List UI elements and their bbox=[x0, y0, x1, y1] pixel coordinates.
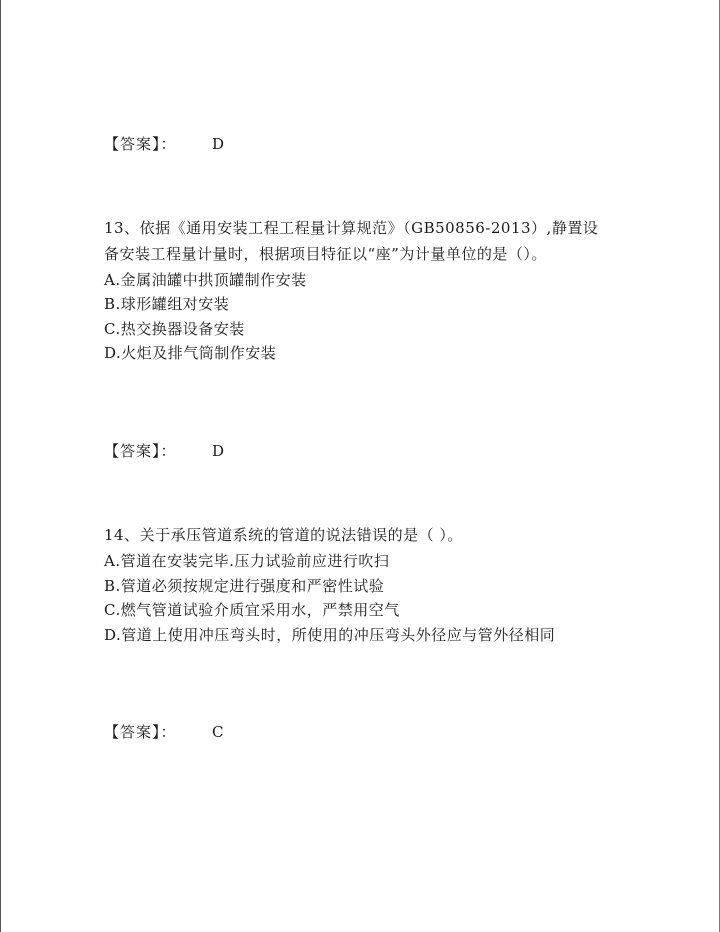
answer-label: 【答案】： bbox=[104, 442, 177, 460]
answer-label: 【答案】： bbox=[104, 135, 177, 153]
option-a: A.金属油罐中拱顶罐制作安装 bbox=[104, 271, 307, 289]
option-d: D.管道上使用冲压弯头时，所使用的冲压弯头外径应与管外径相同 bbox=[104, 626, 556, 644]
answer-label: 【答案】： bbox=[104, 723, 177, 741]
option-c: C.燃气管道试验介质宜采用水，严禁用空气 bbox=[104, 601, 400, 619]
option-c: C.热交换器设备安装 bbox=[104, 320, 245, 338]
option-b: B.管道必须按规定进行强度和严密性试验 bbox=[104, 577, 385, 595]
option-a: A.管道在安装完毕.压力试验前应进行吹扫 bbox=[104, 552, 390, 570]
question-stem-line: 13、依据《通用安装工程工程量计算规范》（GB50856-2013）,静置设 bbox=[104, 219, 599, 237]
question-stem-line: 14、关于承压管道系统的管道的说法错误的是（ ）。 bbox=[104, 526, 463, 544]
option-b: B.球形罐组对安装 bbox=[104, 295, 230, 313]
answer-value: D bbox=[212, 442, 225, 460]
answer-value: D bbox=[212, 135, 225, 153]
page-edge-left bbox=[0, 0, 1, 932]
question-stem-line: 备安装工程量计量时，根据项目特征以“座”为计量单位的是（）。 bbox=[104, 245, 547, 263]
answer-value: C bbox=[212, 723, 224, 741]
option-d: D.火炬及排气筒制作安装 bbox=[104, 344, 277, 362]
